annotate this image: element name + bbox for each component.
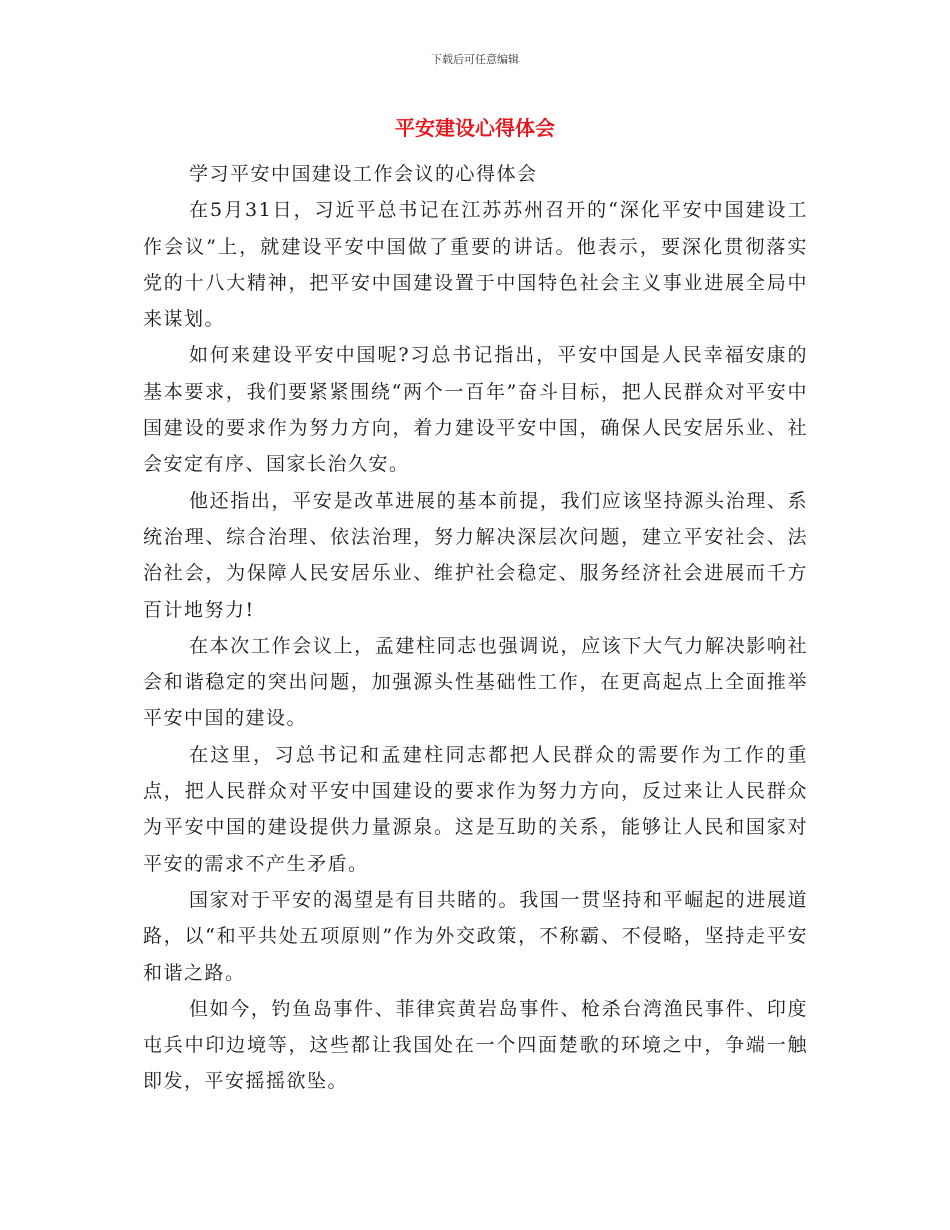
paragraph: 在5月31日，习近平总书记在江苏苏州召开的“深化平安中国建设工作会议”上，就建设平安中国做了重要的讲话。他表示，要深化贯彻落实党的十八大精神，把平安中国建设置于中国特色社会主义事业进展全局中来谋划。 — [143, 199, 808, 331]
document-body — [143, 156, 808, 1100]
paragraph: 国家对于平安的渴望是有目共睹的。我国一贯坚持和平崛起的进展道路，以“和平共处五项原则”作为外交政策，不称霸、不侵略，坚持走平安和谐之路。 — [143, 888, 808, 984]
paragraph: 在这里，习总书记和孟建柱同志都把人民群众的需要作为工作的重点，把人民群众对平安中国建设的要求作为努力方向，反过来让人民群众为平安中国的建设提供力量源泉。这是互助的关系，能够让人民和国家对平安的需求不产生矛盾。 — [143, 743, 808, 875]
paragraph: 如何来建设平安中国呢?习总书记指出，平安中国是人民幸福安康的基本要求，我们要紧紧围绕“两个一百年”奋斗目标，把人民群众对平安中国建设的要求作为努力方向，着力建设平安中国，确保人民安居乐业、社会安定有序、国家长治久安。 — [143, 344, 808, 476]
document-title: 平安建设心得体会 — [395, 116, 555, 140]
paragraph: 在本次工作会议上，孟建柱同志也强调说，应该下大气力解决影响社会和谐稳定的突出问题，加强源头性基础性工作，在更高起点上全面推举平安中国的建设。 — [143, 634, 808, 730]
paragraph: 他还指出，平安是改革进展的基本前提，我们应该坚持源头治理、系统治理、综合治理、依法治理，努力解决深层次问题，建立平安社会、法治社会，为保障人民安居乐业、维护社会稳定、服务经济社会进展而千方百计地努力! — [143, 489, 808, 621]
paragraph-subtitle: 学习平安中国建设工作会议的心得体会 — [189, 163, 538, 185]
paragraph: 但如今，钓鱼岛事件、菲律宾黄岩岛事件、枪杀台湾渔民事件、印度屯兵中印边境等，这些都让我国处在一个四面楚歌的环境之中，争端一触即发，平安摇摇欲坠。 — [143, 997, 808, 1093]
page-header-note: 下载后可任意编辑 — [431, 53, 519, 66]
